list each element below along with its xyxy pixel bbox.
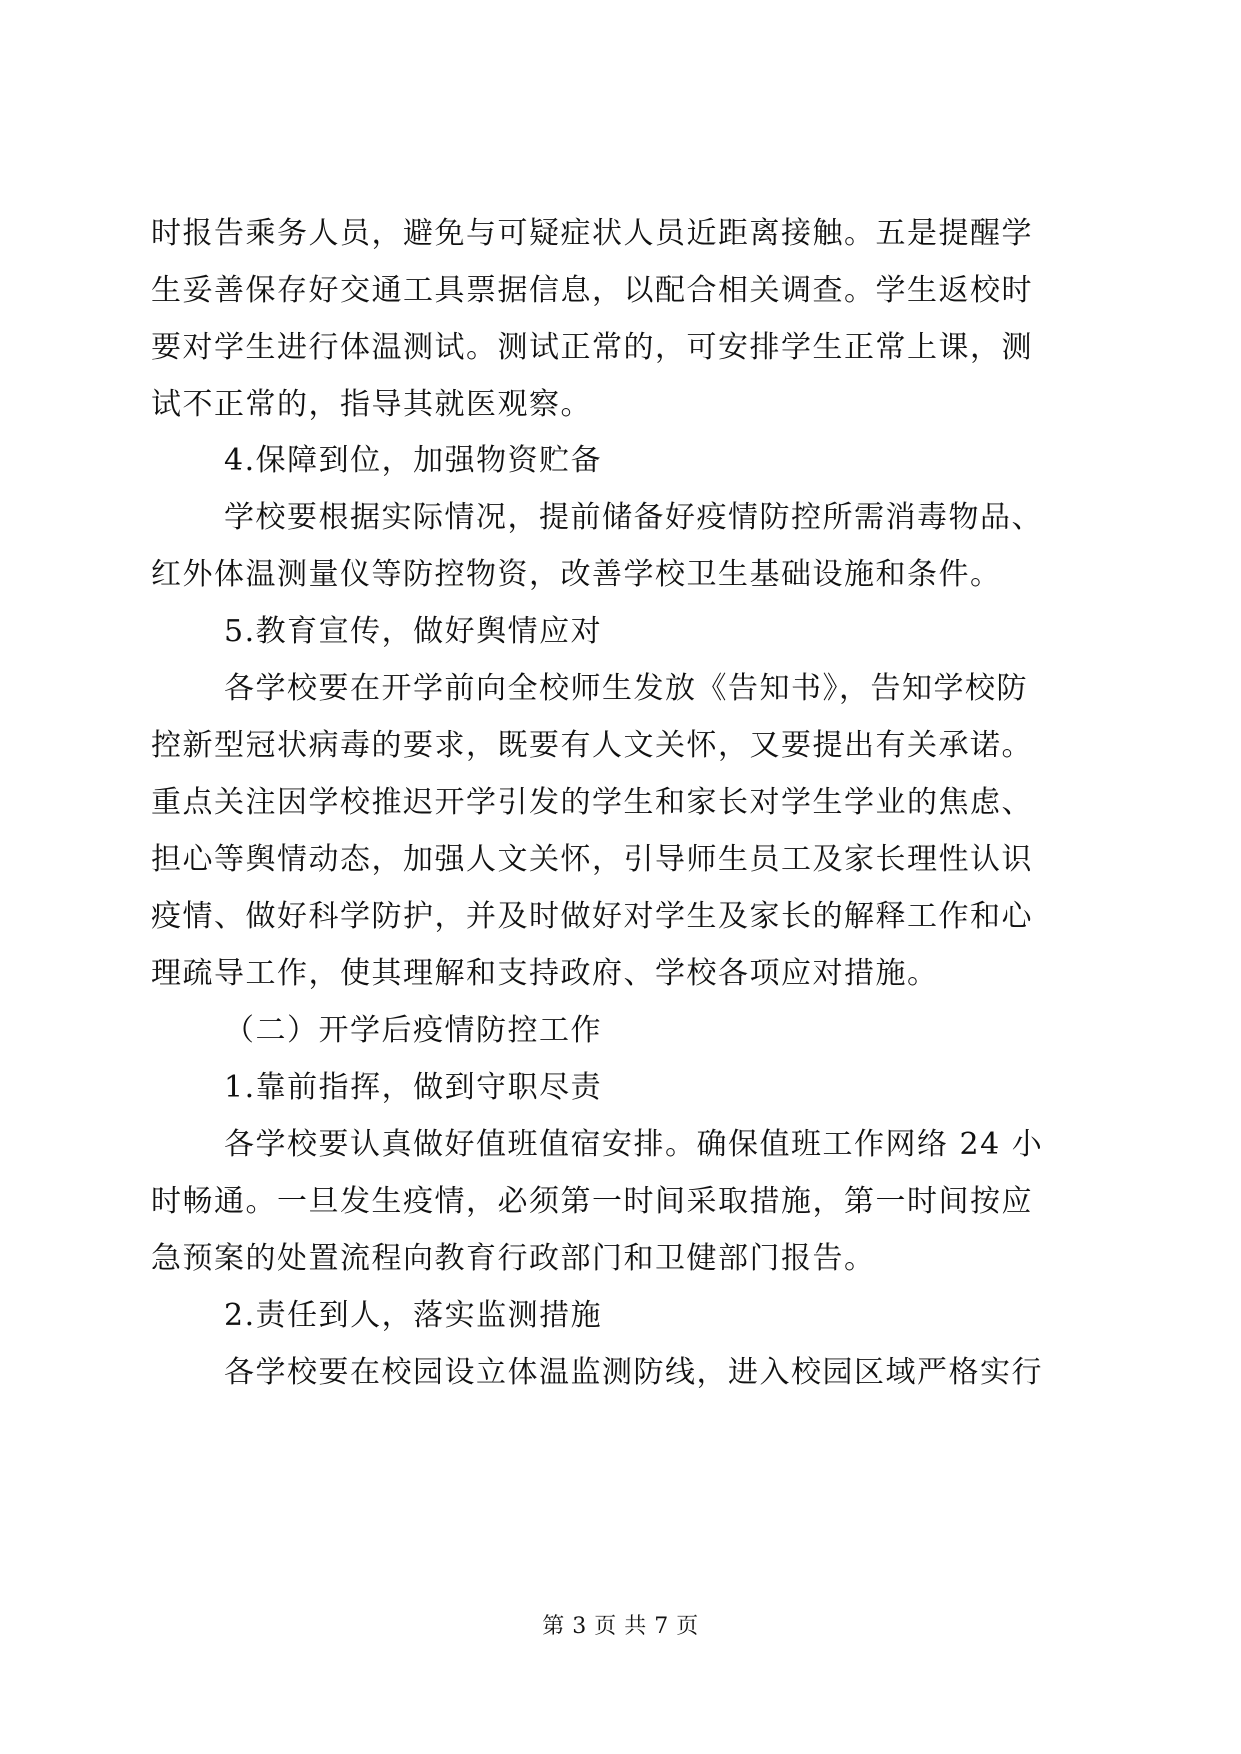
text-line-3: 要对学生进行体温测试。测试正常的，可安排学生正常上课，测 bbox=[151, 330, 1033, 365]
text-line-17: 各学校要认真做好值班值宿安排。确保值班工作网络 24 小 bbox=[224, 1127, 1044, 1162]
section-heading-1: 1.靠前指挥，做到守职尽责 bbox=[224, 1070, 603, 1105]
section-heading-2: 2.责任到人，落实监测措施 bbox=[224, 1298, 603, 1333]
page-number-footer: 第 3 页 共 7 页 bbox=[542, 1614, 699, 1639]
section-heading-5: 5.教育宣传，做好舆情应对 bbox=[224, 614, 603, 649]
text-line-12: 担心等舆情动态，加强人文关怀，引导师生员工及家长理性认识 bbox=[151, 842, 1033, 877]
text-line-13: 疫情、做好科学防护，并及时做好对学生及家长的解释工作和心 bbox=[151, 899, 1033, 934]
text-line-18: 时畅通。一旦发生疫情，必须第一时间采取措施，第一时间按应 bbox=[151, 1184, 1033, 1219]
text-line-4: 试不正常的，指导其就医观察。 bbox=[151, 387, 592, 422]
text-line-19: 急预案的处置流程向教育行政部门和卫健部门报告。 bbox=[151, 1241, 876, 1276]
text-line-1: 时报告乘务人员，避免与可疑症状人员近距离接触。五是提醒学 bbox=[151, 216, 1033, 251]
section-heading-part-2: （二）开学后疫情防控工作 bbox=[224, 1013, 602, 1048]
text-line-7: 红外体温测量仪等防控物资，改善学校卫生基础设施和条件。 bbox=[151, 557, 1002, 592]
section-heading-4: 4.保障到位，加强物资贮备 bbox=[224, 443, 603, 478]
text-line-6: 学校要根据实际情况，提前储备好疫情防控所需消毒物品、 bbox=[224, 500, 1043, 535]
text-line-9: 各学校要在开学前向全校师生发放《告知书》，告知学校防 bbox=[224, 671, 1028, 706]
text-line-11: 重点关注因学校推迟开学引发的学生和家长对学生学业的焦虑、 bbox=[151, 785, 1033, 820]
text-line-2: 生妥善保存好交通工具票据信息，以配合相关调查。学生返校时 bbox=[151, 273, 1033, 308]
text-line-10: 控新型冠状病毒的要求，既要有人文关怀，又要提出有关承诺。 bbox=[151, 728, 1033, 763]
text-line-14: 理疏导工作，使其理解和支持政府、学校各项应对措施。 bbox=[151, 956, 939, 991]
text-line-21: 各学校要在校园设立体温监测防线，进入校园区域严格实行 bbox=[224, 1355, 1043, 1390]
